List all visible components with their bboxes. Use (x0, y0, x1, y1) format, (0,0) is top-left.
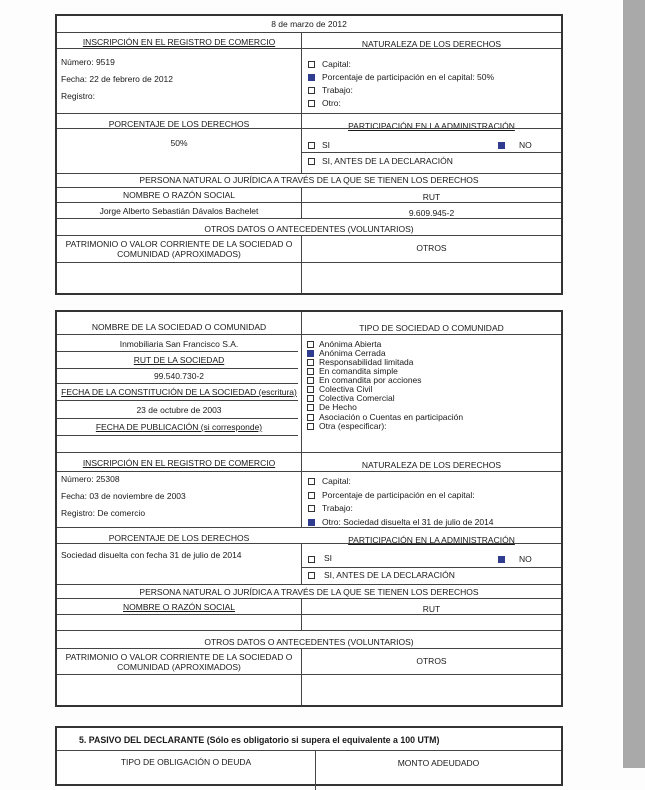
tipo-label-asociacion: Asociación o Cuentas en participación (319, 412, 464, 422)
nombre-razon-social-header: NOMBRE O RAZÓN SOCIAL (123, 190, 235, 200)
tipo-checkbox-responsabilidad-limitada[interactable] (307, 359, 314, 366)
fecha-publicacion-header: FECHA DE PUBLICACIÓN (si corresponde) (95, 422, 263, 432)
registro-registro-2: Registro: De comercio (61, 508, 146, 518)
viewer-scrollbar-gutter (623, 0, 645, 768)
tipo-checkbox-de-hecho[interactable] (307, 404, 314, 411)
tipo-checkbox-otra[interactable] (307, 423, 314, 430)
derechos-block-2 (55, 310, 563, 707)
tipo-label-anonima-cerrada: Anónima Cerrada (319, 348, 386, 358)
tipo-checkbox-comandita-simple[interactable] (307, 368, 314, 375)
participacion-label-si: SI (322, 140, 331, 150)
naturaleza2-label-capital: Capital: (322, 476, 351, 486)
persona-header: PERSONA NATURAL O JURÍDICA A TRAVÉS DE LA QUE SE TIENEN LOS DERECHOS (139, 175, 479, 185)
participacion2-checkbox-si-antes[interactable] (308, 572, 315, 579)
rut-sociedad-header: RUT DE LA SOCIEDAD (133, 355, 225, 365)
naturaleza2-checkbox-porcentaje[interactable] (308, 492, 315, 499)
naturaleza-header: NATURALEZA DE LOS DERECHOS (361, 39, 502, 49)
tipo-checkbox-asociacion[interactable] (307, 414, 314, 421)
porcentaje-valor-2: Sociedad disuelta con fecha 31 de julio de 2014 (61, 550, 242, 560)
naturaleza-checkbox-otro[interactable] (308, 100, 315, 107)
pasivo-section-title: 5. PASIVO DEL DECLARANTE (Sólo es obligatorio si supera el equivalente a 100 UTM) (79, 735, 440, 745)
tipo-label-de-hecho: De Hecho (319, 402, 357, 412)
naturaleza-label-porcentaje: Porcentaje de participación en el capital: 50% (322, 72, 494, 82)
rut-valor: 9.609.945-2 (408, 208, 455, 218)
naturaleza-header-2: NATURALEZA DE LOS DERECHOS (361, 460, 502, 470)
naturaleza-label-capital: Capital: (322, 59, 351, 69)
participacion-header-2: PARTICIPACIÓN EN LA ADMINISTRACIÓN (348, 535, 515, 545)
naturaleza2-checkbox-capital[interactable] (308, 478, 315, 485)
participacion-checkbox-no[interactable] (498, 142, 505, 149)
participacion2-checkbox-no[interactable] (498, 556, 505, 563)
naturaleza-label-trabajo: Trabajo: (322, 85, 353, 95)
participacion-checkbox-si[interactable] (308, 142, 315, 149)
porcentaje-valor: 50% (170, 138, 188, 148)
registro-fecha: Fecha: 22 de febrero de 2012 (61, 74, 173, 84)
naturaleza-checkbox-trabajo[interactable] (308, 87, 315, 94)
document-page (52, 0, 569, 768)
nombre-sociedad-header: NOMBRE DE LA SOCIEDAD O COMUNIDAD (91, 322, 267, 332)
nombre-razon-social-header-2: NOMBRE O RAZÓN SOCIAL (123, 602, 235, 612)
otros-datos-header-2: OTROS DATOS O ANTECEDENTES (VOLUNTARIOS) (204, 637, 414, 647)
fecha-encabezado: 8 de marzo de 2012 (271, 19, 347, 29)
tipo-label-responsabilidad-limitada: Responsabilidad limitada (319, 357, 414, 367)
otros-datos-header: OTROS DATOS O ANTECEDENTES (VOLUNTARIOS) (204, 224, 414, 234)
registro-comercio-header-2: INSCRIPCIÓN EN EL REGISTRO DE COMERCIO (82, 458, 276, 468)
participacion2-label-si: SI (324, 553, 333, 563)
porcentaje-header: PORCENTAJE DE LOS DERECHOS (108, 119, 250, 129)
tipo-label-colectiva-comercial: Colectiva Comercial (319, 393, 395, 403)
pasivo-declarante-section (55, 726, 563, 786)
tipo-label-otra: Otra (especificar): (319, 421, 387, 431)
porcentaje-header-2: PORCENTAJE DE LOS DERECHOS (108, 533, 250, 543)
otros-header: OTROS (416, 243, 447, 253)
patrimonio-header-2: PATRIMONIO O VALOR CORRIENTE DE LA SOCIEDAD O COMUNIDAD (APROXIMADOS) (65, 652, 293, 672)
registro-numero-2: Número: 25308 (61, 474, 120, 484)
naturaleza-label-otro: Otro: (322, 98, 341, 108)
derechos-block-1 (55, 14, 563, 295)
tipo-label-colectiva-civil: Colectiva Civil (319, 384, 373, 394)
tipo-checkbox-anonima-abierta[interactable] (307, 341, 314, 348)
tipo-sociedad-header: TIPO DE SOCIEDAD O COMUNIDAD (359, 323, 504, 333)
tipo-checkbox-colectiva-comercial[interactable] (307, 395, 314, 402)
tipo-checkbox-comandita-acciones[interactable] (307, 377, 314, 384)
participacion2-checkbox-si[interactable] (308, 556, 315, 563)
monto-adeudado-header: MONTO ADEUDADO (397, 758, 480, 768)
tipo-label-anonima-abierta: Anónima Abierta (319, 339, 382, 349)
registro-comercio-header: INSCRIPCIÓN EN EL REGISTRO DE COMERCIO (82, 37, 276, 47)
naturaleza2-label-otro: Otro: Sociedad disuelta el 31 de julio de 2014 (322, 517, 494, 527)
tipo-checkbox-colectiva-civil[interactable] (307, 386, 314, 393)
fecha-constitucion-header: FECHA DE LA CONSTITUCIÓN DE LA SOCIEDAD (escritura) (61, 387, 297, 397)
participacion2-label-no: NO (519, 554, 532, 564)
naturaleza2-label-trabajo: Trabajo: (322, 503, 353, 513)
tipo-checkbox-anonima-cerrada[interactable] (307, 350, 314, 357)
participacion-checkbox-si-antes[interactable] (308, 158, 315, 165)
naturaleza2-checkbox-otro[interactable] (308, 519, 315, 526)
tipo-label-comandita-acciones: En comandita por acciones (319, 375, 422, 385)
registro-numero: Número: 9519 (61, 57, 115, 67)
naturaleza-checkbox-capital[interactable] (308, 61, 315, 68)
fecha-constitucion-valor: 23 de octubre de 2003 (136, 405, 222, 415)
naturaleza2-checkbox-trabajo[interactable] (308, 505, 315, 512)
rut-header-2: RUT (422, 604, 441, 614)
participacion2-label-si-antes: SI, ANTES DE LA DECLARACIÓN (324, 570, 455, 580)
rut-sociedad-valor: 99.540.730-2 (153, 371, 205, 381)
naturaleza2-label-porcentaje: Porcentaje de participación en el capital: (322, 490, 475, 500)
otros-header-2: OTROS (416, 656, 447, 666)
nombre-sociedad-valor: Inmobiliaria San Francisco S.A. (119, 339, 239, 349)
tipo-label-comandita-simple: En comandita simple (319, 366, 398, 376)
participacion-label-si-antes: SI, ANTES DE LA DECLARACIÓN (322, 156, 453, 166)
patrimonio-header: PATRIMONIO O VALOR CORRIENTE DE LA SOCIEDAD O COMUNIDAD (APROXIMADOS) (65, 239, 293, 259)
participacion-header: PARTICIPACIÓN EN LA ADMINISTRACIÓN (348, 121, 515, 131)
tipo-obligacion-header: TIPO DE OBLIGACIÓN O DEUDA (120, 757, 252, 767)
participacion-label-no: NO (519, 140, 532, 150)
naturaleza-checkbox-porcentaje[interactable] (308, 74, 315, 81)
rut-header: RUT (422, 192, 441, 202)
registro-fecha-2: Fecha: 03 de noviembre de 2003 (61, 491, 186, 501)
nombre-razon-social-valor: Jorge Alberto Sebastián Dávalos Bachelet (99, 206, 259, 216)
registro-registro: Registro: (61, 91, 96, 101)
persona-header-2: PERSONA NATURAL O JURÍDICA A TRAVÉS DE LA QUE SE TIENEN LOS DERECHOS (139, 587, 479, 597)
